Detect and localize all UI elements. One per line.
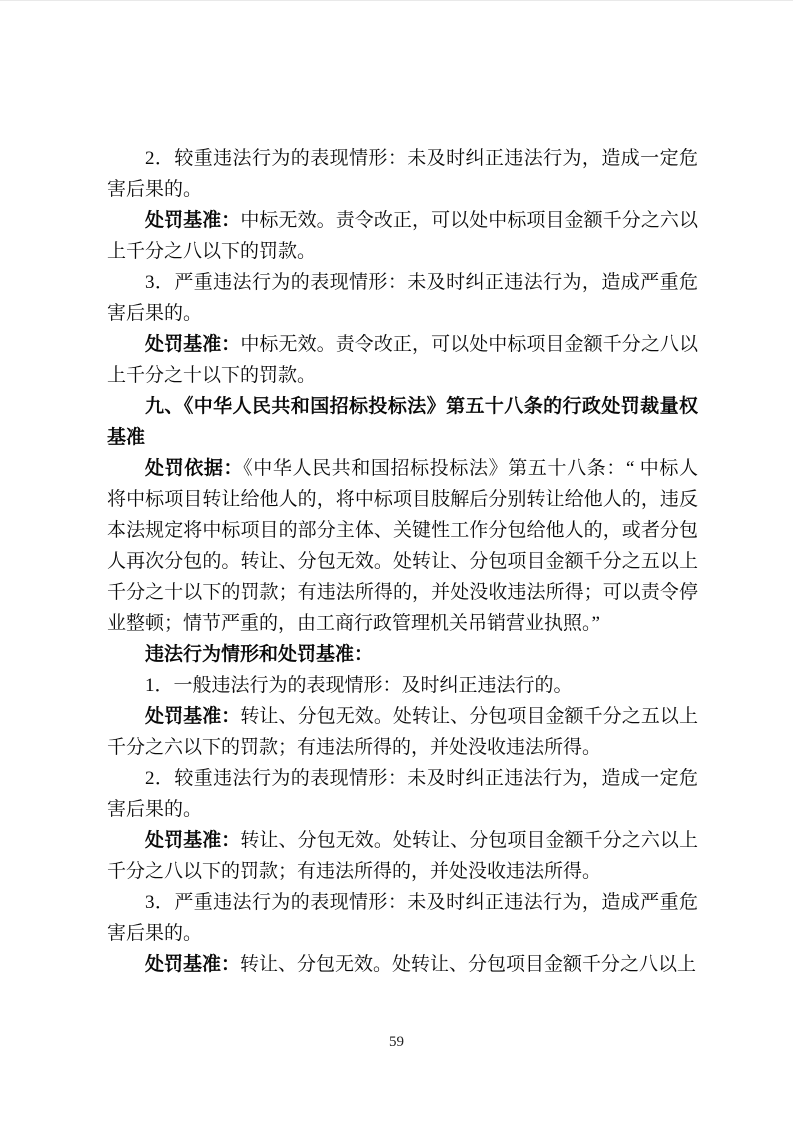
- text-run: 3．严重违法行为的表现情形：未及时纠正违法行为，造成严重危害后果的。: [107, 892, 698, 944]
- paragraph: [107, 329, 698, 391]
- paragraph: [107, 763, 698, 825]
- page-number: 59: [389, 1034, 404, 1050]
- paragraph: [107, 143, 698, 205]
- bold-text-run: 处罚基准：: [145, 210, 241, 231]
- paragraph: [107, 701, 698, 763]
- paragraph: [107, 670, 698, 701]
- text-run: 转让、分包无效。处转让、分包项目金额千分之六以上千分之八以下的罚款；有违法所得的，并处没收违法所得。: [107, 830, 698, 882]
- bold-text-run: 处罚依据：: [145, 458, 244, 479]
- section-heading: [107, 391, 698, 453]
- paragraph: [107, 205, 698, 267]
- paragraph: [107, 639, 698, 670]
- bold-text-run: 违法行为情形和处罚基准：: [145, 644, 374, 665]
- paragraph: [107, 949, 698, 980]
- paragraph: [107, 453, 698, 639]
- document-body: [107, 143, 698, 980]
- text-run: 3．严重违法行为的表现情形：未及时纠正违法行为，造成严重危害后果的。: [107, 272, 698, 324]
- text-run: 2．较重违法行为的表现情形：未及时纠正违法行为，造成一定危害后果的。: [107, 148, 698, 200]
- text-run: 转让、分包无效。处转让、分包项目金额千分之八以上: [240, 954, 697, 975]
- page-footer: [0, 1033, 793, 1051]
- bold-text-run: 处罚基准：: [145, 830, 241, 851]
- paragraph: [107, 267, 698, 329]
- bold-text-run: 处罚基准：: [145, 706, 241, 727]
- bold-text-run: 处罚基准：: [145, 334, 241, 355]
- paragraph: [107, 887, 698, 949]
- text-run: 转让、分包无效。处转让、分包项目金额千分之五以上千分之六以下的罚款；有违法所得的，并处没收违法所得。: [107, 706, 698, 758]
- bold-text-run: 处罚基准：: [145, 954, 241, 975]
- paragraph: [107, 825, 698, 887]
- text-run: 中标无效。责令改正，可以处中标项目金额千分之六以上千分之八以下的罚款。: [107, 210, 698, 262]
- text-run: 《中华人民共和国招标投标法》第五十八条：“ 中标人将中标项目转让给他人的，将中标项目肢解后分别转让给他人的，违反本法规定将中标项目的部分主体、关键性工作分包给他人的，或者分包人再次分包的。转让、分包无效。处转让、分包项目金额千分之五以上千分之十以下的罚款；有违法所得的，并处没收违法所得；可以责令停业整顿；情节严重的，由工商行政管理机关吊销营业执照。”: [107, 458, 698, 634]
- text-run: 2．较重违法行为的表现情形：未及时纠正违法行为，造成一定危害后果的。: [107, 768, 698, 820]
- bold-text-run: 九、《中华人民共和国招标投标法》第五十八条的行政处罚裁量权基准: [107, 396, 698, 448]
- text-run: 1．一般违法行为的表现情形：及时纠正违法行的。: [145, 675, 573, 696]
- text-run: 中标无效。责令改正，可以处中标项目金额千分之八以上千分之十以下的罚款。: [107, 334, 698, 386]
